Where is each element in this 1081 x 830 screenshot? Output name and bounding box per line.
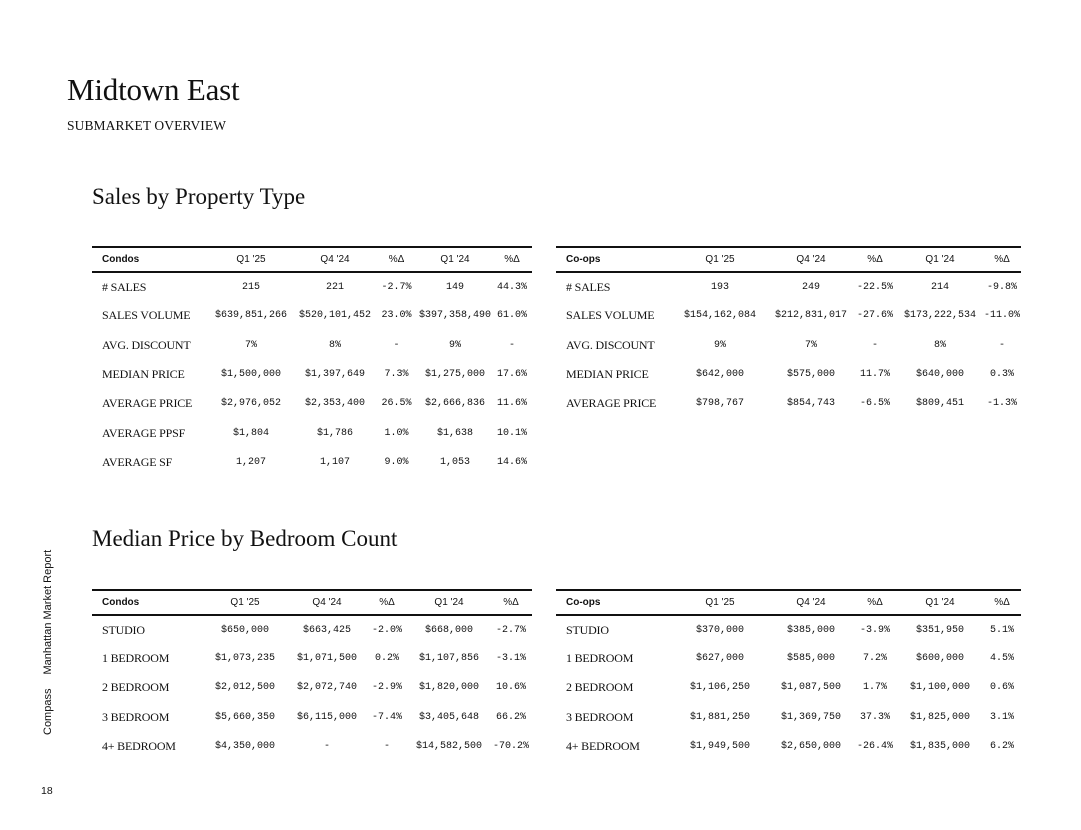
column-header: Q1 '24: [897, 590, 983, 615]
table-header-row: [92, 590, 532, 615]
table-row: [92, 644, 532, 673]
table-cell: 221: [325, 281, 344, 293]
bedroom-condos-table: [92, 589, 532, 761]
brand-name: Compass: [42, 688, 54, 735]
column-header: Q1 '24: [408, 590, 490, 615]
table-cell: 44.3%: [496, 281, 527, 293]
row-label: SALES VOLUME: [102, 308, 191, 323]
row-label: AVERAGE PPSF: [102, 425, 186, 440]
table-cell: $3,405,648: [418, 711, 479, 723]
column-header: %Δ: [490, 590, 532, 615]
table-cell: $2,976,052: [220, 398, 281, 410]
table-cell: -26.4%: [856, 740, 893, 752]
table-row: [556, 615, 1021, 644]
row-label: 2 BEDROOM: [566, 680, 634, 695]
table-cell: 61.0%: [496, 310, 527, 322]
table-cell: $2,072,740: [296, 682, 357, 694]
row-label: MEDIAN PRICE: [566, 367, 649, 382]
table-cell: -11.0%: [983, 310, 1020, 322]
table-cell: $4,350,000: [214, 740, 275, 752]
row-label: AVERAGE PRICE: [566, 396, 657, 411]
table-cell: 7%: [244, 339, 257, 351]
table-cell: $1,087,500: [780, 682, 841, 694]
table-cell: -7.4%: [371, 711, 402, 723]
sales-coops-table: [556, 246, 1021, 418]
table-row: [556, 360, 1021, 389]
table-cell: -22.5%: [856, 281, 893, 293]
table-cell: $663,425: [302, 624, 351, 636]
table-cell: 7.3%: [384, 369, 409, 381]
column-header: Q1 '25: [202, 590, 288, 615]
page-title: Midtown East: [67, 72, 240, 107]
row-label: SALES VOLUME: [566, 308, 655, 323]
table-cell: -27.6%: [856, 310, 893, 322]
table-cell: $2,650,000: [780, 740, 841, 752]
table-cell: -2.7%: [381, 281, 412, 293]
table-cell: 149: [445, 281, 464, 293]
section-title-sales: Sales by Property Type: [92, 184, 306, 209]
table-cell: 9%: [713, 339, 726, 351]
table-cell: $1,073,235: [214, 653, 275, 665]
table-row: [92, 389, 532, 418]
table-cell: 215: [241, 281, 260, 293]
table-cell: $1,071,500: [296, 653, 357, 665]
row-label: AVERAGE PRICE: [102, 396, 193, 411]
page-subtitle: SUBMARKET OVERVIEW: [67, 118, 227, 133]
table-cell: 66.2%: [495, 711, 526, 723]
column-header: Q4 '24: [769, 590, 853, 615]
row-label: 3 BEDROOM: [566, 709, 634, 724]
table-cell: 11.7%: [859, 369, 890, 381]
column-header: Q4 '24: [769, 247, 853, 272]
report-name: Manhattan Market Report: [42, 549, 54, 675]
table-cell: 0.3%: [989, 369, 1014, 381]
table-cell: $642,000: [695, 369, 744, 381]
table-cell: $600,000: [915, 653, 964, 665]
table-cell: 7.2%: [862, 653, 887, 665]
table-cell: 1.7%: [862, 682, 887, 694]
table-cell: 14.6%: [496, 456, 527, 468]
table-cell: 4.5%: [989, 653, 1014, 665]
table-cell: $212,831,017: [774, 310, 847, 322]
table-cell: $154,162,084: [683, 310, 756, 322]
table-cell: -3.1%: [495, 653, 526, 665]
table-cell: $1,275,000: [424, 369, 485, 381]
row-label: # SALES: [566, 279, 611, 294]
column-header: %Δ: [375, 247, 418, 272]
table-row: [92, 301, 532, 330]
table-cell: $585,000: [786, 653, 835, 665]
table-cell: -1.3%: [986, 398, 1017, 410]
table-cell: $2,353,400: [304, 398, 365, 410]
column-header: Q4 '24: [288, 590, 366, 615]
table-cell: $1,500,000: [220, 369, 281, 381]
table-cell: $1,369,750: [780, 711, 841, 723]
row-label: 1 BEDROOM: [102, 651, 170, 666]
column-header: Q1 '24: [418, 247, 492, 272]
table-row: [556, 301, 1021, 330]
column-header-type: Co-ops: [556, 247, 671, 272]
section-title-bedrooms: Median Price by Bedroom Count: [92, 526, 398, 551]
table-cell: $798,767: [695, 398, 744, 410]
table-row: [92, 732, 532, 761]
table-cell: 11.6%: [496, 398, 527, 410]
table-cell: $351,950: [915, 624, 964, 636]
table-cell: $1,825,000: [909, 711, 970, 723]
table-cell: $14,582,500: [415, 740, 482, 752]
table-cell: 23.0%: [381, 310, 412, 322]
sidebar-label: [42, 550, 54, 735]
table-cell: $370,000: [695, 624, 744, 636]
column-header: Q1 '25: [207, 247, 295, 272]
table-cell: -: [383, 740, 390, 752]
table-cell: -: [508, 339, 515, 351]
table-cell: $650,000: [220, 624, 269, 636]
column-header: %Δ: [492, 247, 532, 272]
table-cell: -: [998, 339, 1005, 351]
table-cell: $1,638: [436, 427, 473, 439]
table-cell: $575,000: [786, 369, 835, 381]
table-cell: 0.2%: [374, 653, 399, 665]
table-cell: -: [323, 740, 330, 752]
row-label: AVG. DISCOUNT: [566, 337, 655, 352]
table-cell: -2.9%: [371, 682, 402, 694]
table-row: [556, 331, 1021, 360]
table-cell: $5,660,350: [214, 711, 275, 723]
table-cell: 37.3%: [859, 711, 890, 723]
column-header: %Δ: [983, 590, 1021, 615]
table-cell: 1,207: [235, 456, 266, 468]
row-label: 1 BEDROOM: [566, 651, 634, 666]
column-header-type: Condos: [92, 590, 202, 615]
column-header: Q1 '24: [897, 247, 983, 272]
column-header: %Δ: [366, 590, 408, 615]
table-row: [92, 703, 532, 732]
table-row: [556, 732, 1021, 761]
table-cell: 9%: [448, 339, 461, 351]
table-row: [556, 272, 1021, 301]
table-cell: $809,451: [915, 398, 964, 410]
table-cell: 3.1%: [989, 711, 1014, 723]
row-label: 4+ BEDROOM: [102, 738, 176, 753]
table-cell: $1,397,649: [304, 369, 365, 381]
table-cell: -: [393, 339, 400, 351]
table-cell: 9.0%: [384, 456, 409, 468]
table-cell: 8%: [328, 339, 341, 351]
column-header: Q4 '24: [295, 247, 375, 272]
table-cell: 10.1%: [496, 427, 527, 439]
table-cell: $397,358,490: [418, 310, 491, 322]
sales-condos-table: [92, 246, 532, 477]
table-cell: 214: [930, 281, 949, 293]
table-row: [92, 331, 532, 360]
table-cell: -70.2%: [492, 740, 529, 752]
column-header: Q1 '25: [671, 590, 769, 615]
column-header: Q1 '25: [671, 247, 769, 272]
table-cell: -: [871, 339, 878, 351]
column-header-type: Co-ops: [556, 590, 671, 615]
row-label: STUDIO: [566, 622, 609, 637]
column-header: %Δ: [983, 247, 1021, 272]
column-header-type: Condos: [92, 247, 207, 272]
table-header-row: [92, 247, 532, 272]
table-cell: 193: [710, 281, 729, 293]
table-cell: $639,851,266: [214, 310, 287, 322]
table-cell: 7%: [804, 339, 817, 351]
table-cell: $6,115,000: [296, 711, 357, 723]
table-cell: $627,000: [695, 653, 744, 665]
table-cell: 5.1%: [989, 624, 1014, 636]
table-cell: $854,743: [786, 398, 835, 410]
table-row: [556, 673, 1021, 702]
table-cell: $520,101,452: [298, 310, 371, 322]
table-cell: $1,881,250: [689, 711, 750, 723]
table-row: [92, 615, 532, 644]
row-label: AVERAGE SF: [102, 454, 173, 469]
table-row: [92, 448, 532, 477]
table-cell: $1,786: [316, 427, 353, 439]
table-cell: $1,820,000: [418, 682, 479, 694]
bedroom-coops-table: [556, 589, 1021, 761]
table-cell: 249: [801, 281, 820, 293]
table-cell: $1,100,000: [909, 682, 970, 694]
table-cell: 1.0%: [384, 427, 409, 439]
column-header: %Δ: [853, 247, 897, 272]
table-cell: $1,804: [232, 427, 269, 439]
row-label: 4+ BEDROOM: [566, 738, 640, 753]
table-header-row: [556, 590, 1021, 615]
row-label: AVG. DISCOUNT: [102, 337, 191, 352]
table-row: [556, 644, 1021, 673]
row-label: # SALES: [102, 279, 147, 294]
row-label: 3 BEDROOM: [102, 709, 170, 724]
table-cell: $668,000: [424, 624, 473, 636]
row-label: MEDIAN PRICE: [102, 367, 185, 382]
table-cell: -2.0%: [371, 624, 402, 636]
table-cell: $1,835,000: [909, 740, 970, 752]
table-cell: 0.6%: [989, 682, 1014, 694]
table-cell: $1,106,250: [689, 682, 750, 694]
table-row: [92, 673, 532, 702]
table-row: [92, 360, 532, 389]
table-cell: 17.6%: [496, 369, 527, 381]
table-row: [556, 703, 1021, 732]
table-cell: $1,949,500: [689, 740, 750, 752]
table-cell: $2,012,500: [214, 682, 275, 694]
column-header: %Δ: [853, 590, 897, 615]
table-cell: -9.8%: [986, 281, 1017, 293]
table-row: [92, 418, 532, 447]
table-cell: 10.6%: [495, 682, 526, 694]
table-cell: 8%: [933, 339, 946, 351]
page-number: 18: [41, 785, 53, 797]
table-row: [92, 272, 532, 301]
table-header-row: [556, 247, 1021, 272]
table-row: [556, 389, 1021, 418]
table-cell: $173,222,534: [903, 310, 976, 322]
table-cell: 6.2%: [989, 740, 1014, 752]
table-cell: -2.7%: [495, 624, 526, 636]
table-cell: $385,000: [786, 624, 835, 636]
table-cell: 26.5%: [381, 398, 412, 410]
table-cell: 1,053: [439, 456, 470, 468]
row-label: STUDIO: [102, 622, 145, 637]
table-cell: 1,107: [319, 456, 350, 468]
table-cell: -3.9%: [859, 624, 890, 636]
table-cell: $1,107,856: [418, 653, 479, 665]
table-cell: $640,000: [915, 369, 964, 381]
row-label: 2 BEDROOM: [102, 680, 170, 695]
table-cell: $2,666,836: [424, 398, 485, 410]
table-cell: -6.5%: [859, 398, 890, 410]
